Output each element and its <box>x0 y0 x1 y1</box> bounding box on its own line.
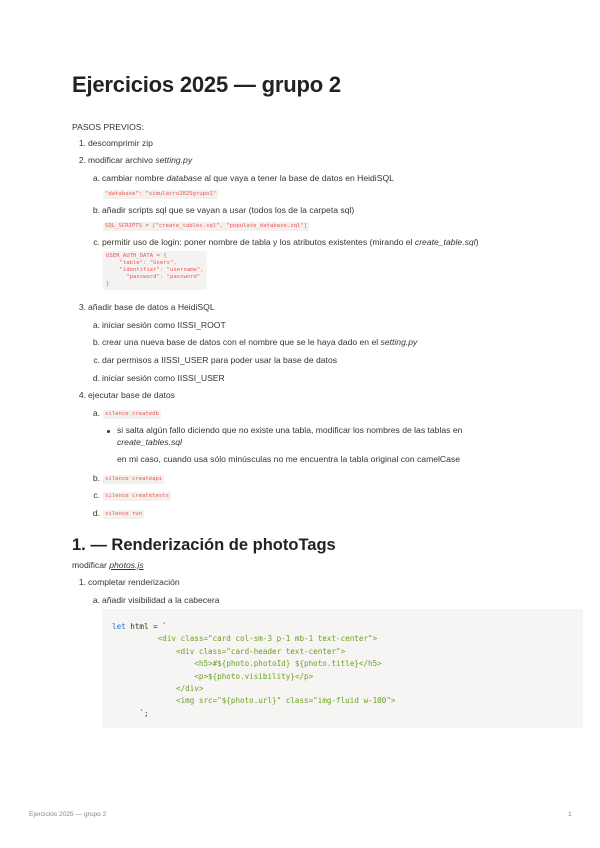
list-number: 1. <box>78 138 86 148</box>
inline-code: silence createapi <box>105 476 163 482</box>
list-letter: a. <box>92 595 100 605</box>
list-letter: a. <box>92 408 100 418</box>
step-4a-bullet: si salta algún fallo diciendo que no existe una tabla, modificar los nombres de las tablas en <box>117 425 463 435</box>
code-user-auth: USER_AUTH_DATA = { "table": "Users", "identifier": "username", "password": "password" } <box>103 251 207 290</box>
inline-code: silence createtests <box>105 493 169 499</box>
list-number: 2. <box>78 155 86 165</box>
list-letter: d. <box>92 508 100 518</box>
inline-code: "database": "simulacro2025grupo1" <box>105 191 217 197</box>
step-3b: crear una nueva base de datos con el nombre que se le haya dado en el setting.py <box>102 337 418 347</box>
inline-code: silence run <box>105 511 143 517</box>
step-4a-note: en mi caso, cuando usa sólo minúsculas no me encuentra la tabla original con camelCase <box>117 454 460 464</box>
list-number: 4. <box>78 390 86 400</box>
list-letter: c. <box>93 490 100 500</box>
step-4a-bullet-file: create_tables.sql <box>117 437 182 447</box>
list-letter: b. <box>92 337 100 347</box>
list-number: 1. <box>78 577 86 587</box>
step-2c: permitir uso de login: poner nombre de tabla y los atributos existentes (mirando el create_table.sql) <box>102 237 479 247</box>
step-3a: iniciar sesión como IISSI_ROOT <box>102 320 226 330</box>
section1-item1a: añadir visibilidad a la cabecera <box>102 595 220 605</box>
list-letter: a. <box>92 320 100 330</box>
step-4: ejecutar base de datos <box>88 390 175 400</box>
footer-title: Ejercicios 2025 — grupo 2 <box>29 811 107 818</box>
list-number: 3. <box>78 302 86 312</box>
list-letter: d. <box>92 373 100 383</box>
page-title: Ejercicios 2025 — grupo 2 <box>72 72 341 97</box>
bullet-dot <box>107 430 110 433</box>
photos-js-link[interactable]: photos.js <box>109 560 144 570</box>
step-2b: añadir scripts sql que se vayan a usar (todos los de la carpeta sql) <box>102 205 355 215</box>
step-2a: cambiar nombre database al que vaya a tener la base de datos en HeidiSQL <box>102 173 394 183</box>
inline-code: SQL_SCRIPTS = ["create_tables.sql", "populate_database.sql"] <box>105 223 308 229</box>
list-letter: b. <box>92 473 100 483</box>
step-3: añadir base de datos a HeidiSQL <box>88 302 215 312</box>
step-3d: iniciar sesión como IISSI_USER <box>102 373 225 383</box>
step-2: modificar archivo setting.py <box>88 155 193 165</box>
inline-code: silence createdb <box>105 411 159 417</box>
pasos-previos-label: PASOS PREVIOS: <box>72 122 144 132</box>
step-3c: dar permisos a IISSI_USER para poder usar la base de datos <box>102 355 338 365</box>
list-letter: a. <box>92 173 100 183</box>
footer-page-number: 1 <box>568 811 572 818</box>
code-block-photos: let html = ` <div class="card col-sm-3 p-1 mb-1 text-center"> <div class="card-header text-center"> <h5>#${photo.photoId} ${photo.title}</h5> <p>${photo.visibility}</p> </div> <img src="${photo.url}" class="img-fluid w-100"> `; <box>102 609 583 728</box>
modify-file-line: modificar photos.js <box>72 560 144 570</box>
list-letter: c. <box>93 355 100 365</box>
section1-item1: completar renderización <box>88 577 180 587</box>
list-letter: c. <box>93 237 100 247</box>
step-1: descomprimir zip <box>88 138 153 148</box>
section-heading: 1. — Renderización de photoTags <box>72 536 336 554</box>
list-letter: b. <box>92 205 100 215</box>
